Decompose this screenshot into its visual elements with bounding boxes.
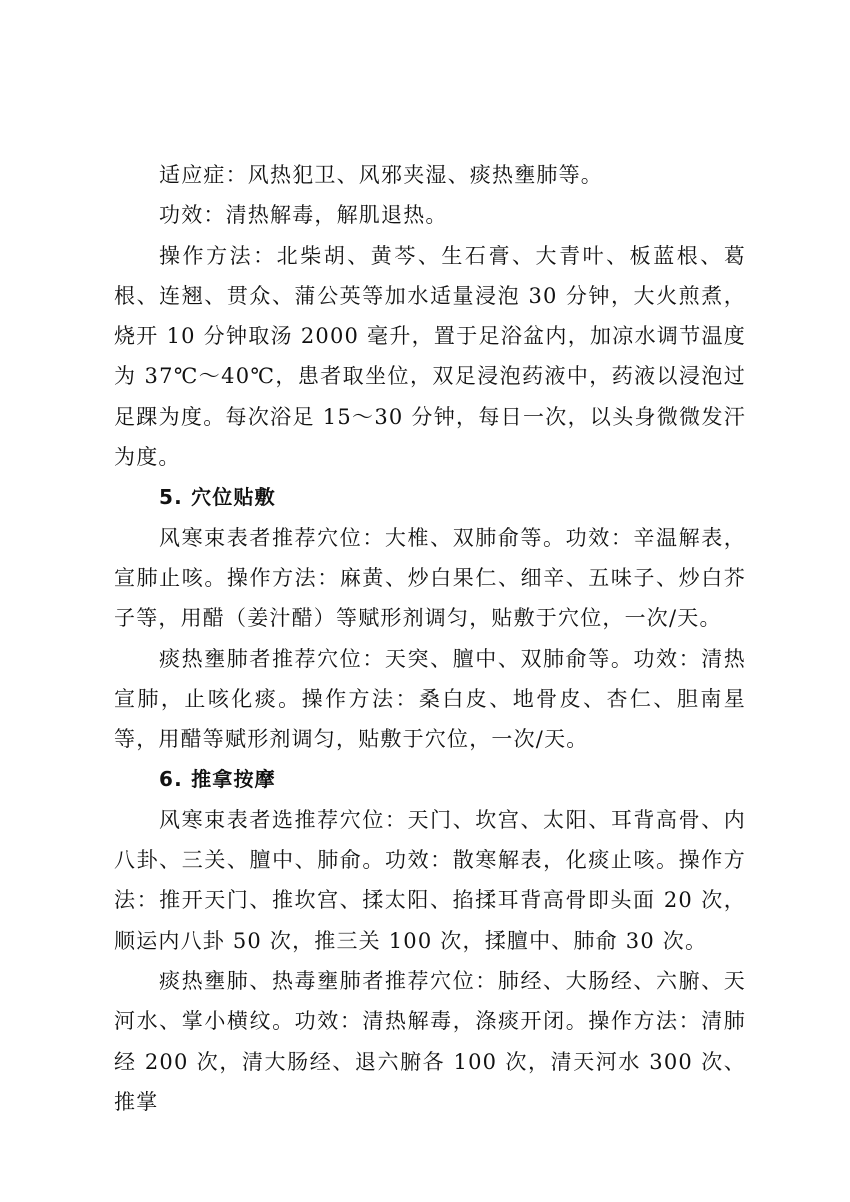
paragraph-phlegm-heat-massage: 痰热壅肺、热毒壅肺者推荐穴位：肺经、大肠经、六腑、天河水、掌小横纹。功效：清热解毒，涤痰开闭。操作方法：清肺经 200 次，清大肠经、退六腑各 100 次，清天河水 300 次、推掌 (114, 968, 746, 1114)
paragraph-indications: 适应症：风热犯卫、风邪夹湿、痰热壅肺等。 (159, 163, 603, 187)
paragraph-efficacy: 功效：清热解毒，解肌退热。 (159, 203, 448, 228)
paragraph-wind-cold-massage: 风寒束表者选推荐穴位：天门、坎宫、太阳、耳背高骨、内八卦、三关、膻中、肺俞。功效：散寒解表，化痰止咳。操作方法：推开天门、推坎宫、揉太阳、掐揉耳背高骨即头面 20 次，顺运内八卦 50 次，推三关 100 次，揉膻中、肺俞 30 次。 (114, 807, 746, 953)
paragraph-phlegm-heat-application: 痰热壅肺者推荐穴位：天突、膻中、双肺俞等。功效：清热宣肺，止咳化痰。操作方法：桑白皮、地骨皮、杏仁、胆南星等，用醋等赋形剂调匀，贴敷于穴位，一次/天。 (114, 646, 746, 752)
paragraph-wind-cold-application: 风寒束表者推荐穴位：大椎、双肺俞等。功效：辛温解表，宣肺止咳。操作方法：麻黄、炒白果仁、细辛、五味子、炒白芥子等，用醋（姜汁醋）等赋形剂调匀，贴敷于穴位，一次/天。 (114, 525, 746, 631)
paragraph-foot-bath-method: 操作方法：北柴胡、黄芩、生石膏、大青叶、板蓝根、葛根、连翘、贯众、蒲公英等加水适量浸泡 30 分钟，大火煎煮，烧开 10 分钟取汤 2000 毫升，置于足浴盆内，加凉水调节温度为 37℃～40℃，患者取坐位，双足浸泡药液中，药液以浸泡过足踝为度。每次浴足 15～30 分钟，每日一次，以头身微微发汗为度。 (114, 243, 746, 470)
section-heading-acupoint-application: 5. 穴位贴敷 (159, 485, 276, 510)
document-body (114, 155, 746, 1122)
section-heading-tuina-massage: 6. 推拿按摩 (159, 767, 276, 792)
